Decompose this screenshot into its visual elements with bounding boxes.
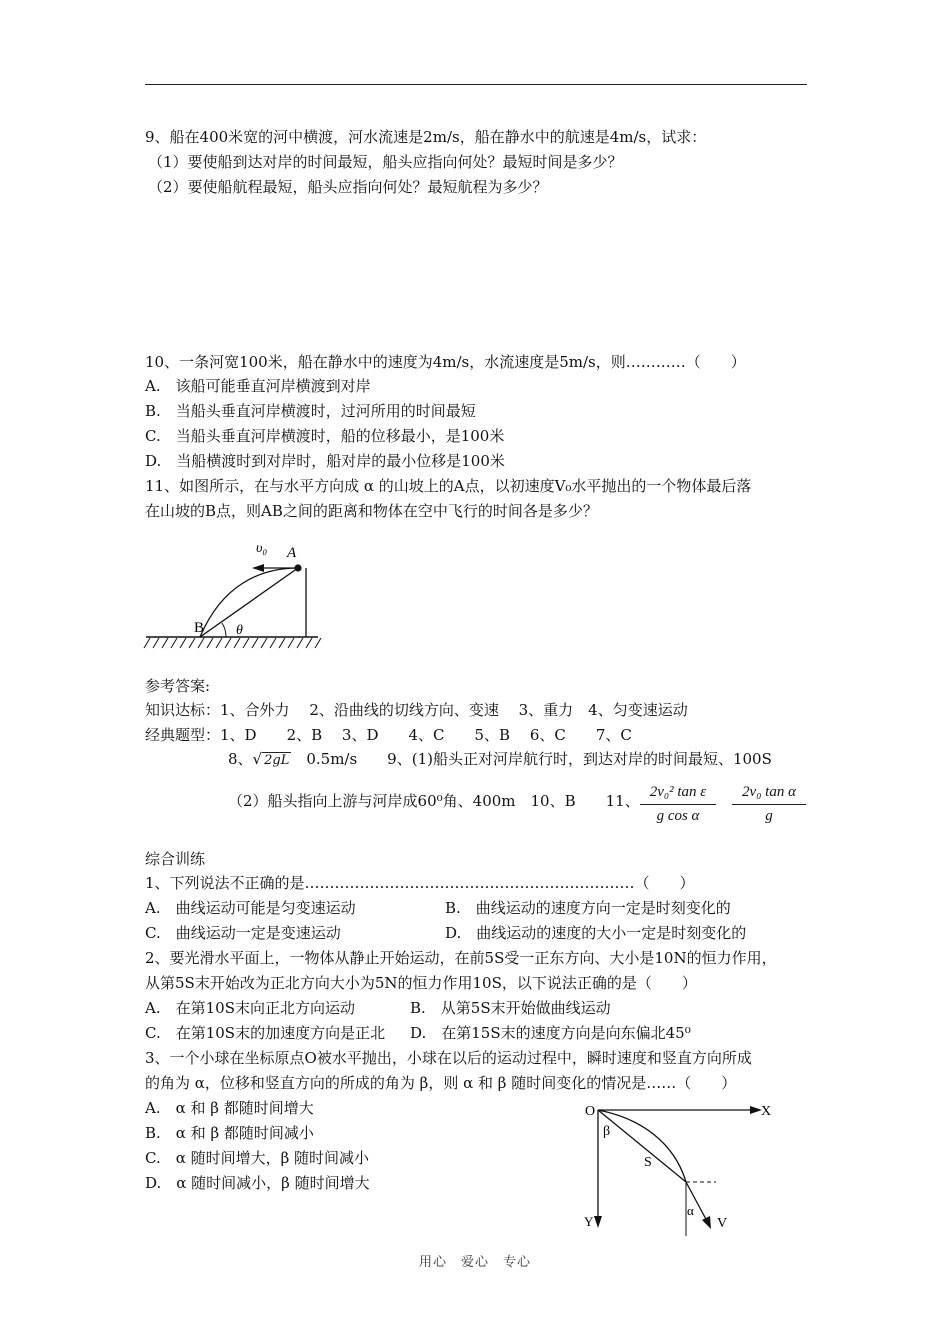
page-footer: 用心 爱心 专心 bbox=[418, 1255, 531, 1270]
t1-option-d: D. 曲线运动的速度的大小一定是时刻变化的 bbox=[445, 924, 747, 942]
beta-label: β bbox=[603, 1124, 611, 1139]
fraction-2-numerator: 2v₀ tan α bbox=[742, 784, 796, 800]
velocity-arrowhead bbox=[252, 564, 264, 572]
t2-line2: 从第5S末开始改为正北方向大小为5N的恒力作用10S，以下说法正确的是（ ） bbox=[145, 974, 697, 992]
displacement-chord bbox=[598, 1110, 686, 1182]
fraction-2-denominator: g bbox=[765, 808, 773, 824]
velocity-arrowhead bbox=[702, 1216, 711, 1229]
q10-option-b: B. 当船头垂直河岸横渡时，过河所用的时间最短 bbox=[145, 402, 476, 420]
sqrt-symbol: √ bbox=[252, 750, 263, 768]
answer-11-fraction-2 bbox=[732, 784, 806, 825]
header-rule bbox=[145, 84, 807, 85]
t1-option-c: C. 曲线运动一定是变速运动 bbox=[145, 924, 341, 942]
ground-hatching bbox=[144, 638, 321, 648]
t3-line1: 3、一个小球在坐标原点O被水平抛出，小球在以后的运动过程中，瞬时速度和竖直方向所成 bbox=[145, 1049, 752, 1067]
answers-line3-prefix: 8、 bbox=[228, 750, 253, 768]
t2-option-d: D. 在第15S末的速度方向是向东偏北45⁰ bbox=[410, 1024, 691, 1042]
answers-line1: 知识达标：1、合外力 2、沿曲线的切线方向、变速 3、重力 4、匀变速运动 bbox=[145, 701, 688, 719]
q9-part1: （1）要使船到达对岸的时间最短，船头应指向何处？最短时间是多少？ bbox=[148, 153, 623, 171]
slope-line bbox=[200, 568, 298, 637]
answers-line3 bbox=[228, 749, 772, 771]
q10-option-d: D. 当船横渡时到对岸时，船对岸的最小位移是100米 bbox=[145, 452, 505, 470]
t3-option-c: C. α 随时间增大，β 随时间减小 bbox=[145, 1149, 370, 1167]
y-axis-arrowhead bbox=[594, 1216, 602, 1228]
answer-11-fraction-1 bbox=[640, 784, 716, 825]
displacement-label: S bbox=[644, 1155, 652, 1170]
q9-stem: 9、船在400米宽的河中横渡，河水流速是2m/s，船在静水中的航速是4m/s，试求： bbox=[145, 128, 707, 146]
origin-label: O bbox=[585, 1104, 596, 1119]
point-a-label: A bbox=[287, 545, 297, 561]
t1-option-a: A. 曲线运动可能是匀变速运动 bbox=[145, 899, 356, 917]
slope-projectile-figure bbox=[140, 535, 330, 660]
q10-option-a: A. 该船可能垂直河岸横渡到对岸 bbox=[145, 377, 371, 395]
alpha-label: α bbox=[687, 1203, 694, 1218]
q11-line2: 在山坡的B点，则AB之间的距离和物体在空中飞行的时间各是多少？ bbox=[145, 502, 598, 520]
t2-option-c: C. 在第10S末的加速度方向是正北 bbox=[145, 1024, 386, 1042]
fraction-1-numerator: 2v₀² tan ε bbox=[649, 784, 707, 800]
x-axis-label: X bbox=[761, 1104, 772, 1119]
answers-heading: 参考答案: bbox=[145, 677, 211, 695]
angle-arc bbox=[222, 623, 226, 637]
t1-stem: 1、下列说法不正确的是…………………………………………………………（ ） bbox=[145, 874, 695, 892]
fraction-1-denominator: g cos α bbox=[656, 808, 700, 824]
t3-option-d: D. α 随时间减小，β 随时间增大 bbox=[145, 1174, 370, 1192]
t2-option-a: A. 在第10S末向正北方向运动 bbox=[145, 999, 355, 1017]
t1-option-b: B. 曲线运动的速度方向一定是时刻变化的 bbox=[445, 899, 731, 917]
q10-stem: 10、一条河宽100米，船在静水中的速度为4m/s，水流速度是5m/s，则…………（ ） bbox=[145, 353, 746, 371]
point-b-label: B bbox=[194, 620, 205, 636]
t2-line1: 2、要光滑水平面上，一物体从静止开始运动，在前5S受一正东方向、大小是10N的恒力作用， bbox=[145, 949, 777, 967]
q9-part2: （2）要使船航程最短，船头应指向何处？最短航程为多少？ bbox=[148, 178, 548, 196]
sqrt-radicand: 2gL bbox=[264, 753, 290, 768]
t3-line2: 的角为 α，位移和竖直方向的所成的角为 β，则 α 和 β 随时间变化的情况是……（ ） bbox=[145, 1074, 737, 1092]
v0-label: υ₀ bbox=[256, 541, 268, 556]
answers-line2: 经典题型：1、D 2、B 3、D 4、C 5、B 6、C 7、C bbox=[145, 726, 632, 744]
y-axis-label: Y bbox=[584, 1214, 594, 1229]
q10-option-c: C. 当船头垂直河岸横渡时，船的位移最小，是100米 bbox=[145, 427, 505, 445]
t2-option-b: B. 从第5S末开始做曲线运动 bbox=[410, 999, 611, 1017]
velocity-label: V bbox=[717, 1216, 728, 1231]
answers-line4: （2）船头指向上游与河岸成60⁰角、400m 10、B 11、 bbox=[228, 792, 640, 810]
training-heading: 综合训练 bbox=[145, 850, 206, 868]
q11-line1: 11、如图所示，在与水平方向成 α 的山坡上的A点，以初速度V₀水平抛出的一个物体最后落 bbox=[145, 477, 752, 495]
t3-option-a: A. α 和 β 都随时间增大 bbox=[145, 1099, 314, 1117]
answers-line3-rest: 0.5m/s 9、(1)船头正对河岸航行时，到达对岸的时间最短、100S bbox=[291, 750, 772, 768]
coordinate-projectile-figure bbox=[578, 1096, 778, 1241]
point-a-dot bbox=[294, 564, 301, 571]
t3-option-b: B. α 和 β 都随时间减小 bbox=[145, 1124, 314, 1142]
theta-label: θ bbox=[236, 623, 243, 638]
